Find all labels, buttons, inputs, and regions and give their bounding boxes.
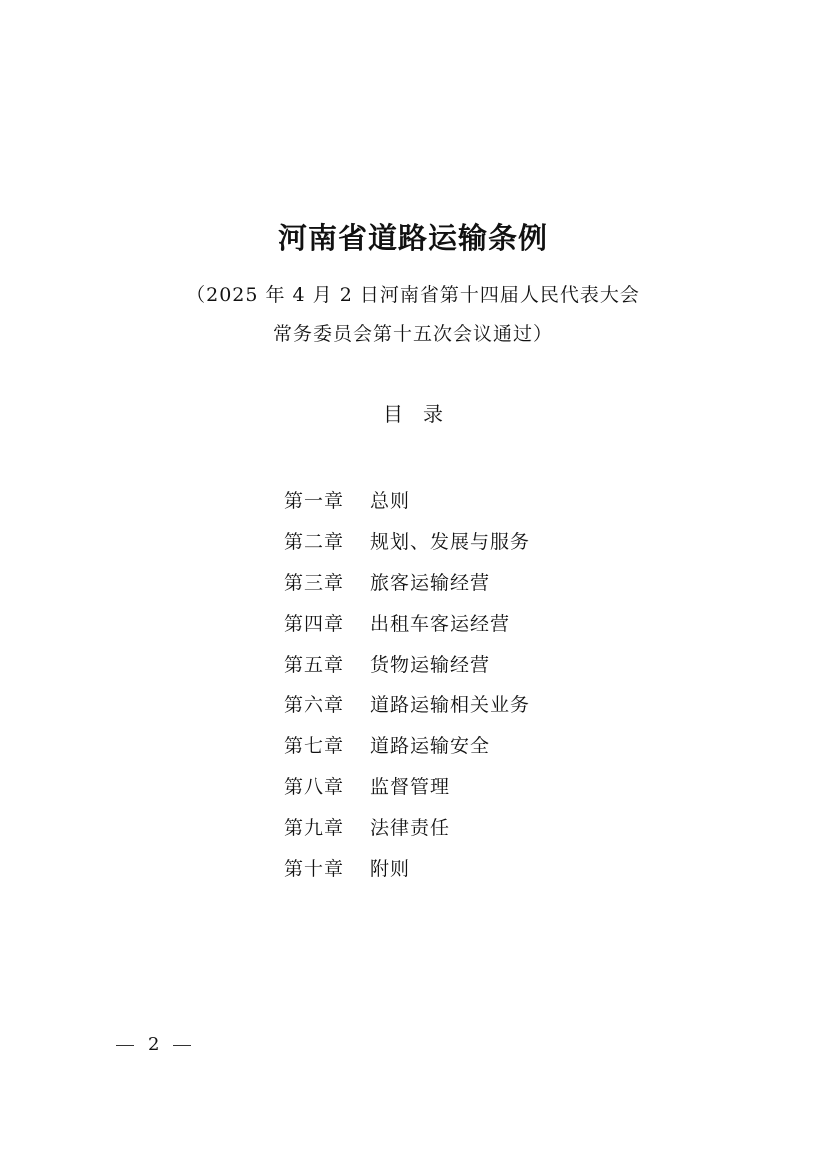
- toc-chapter-title: 旅客运输经营: [370, 571, 491, 594]
- toc-chapter-title: 总则: [370, 490, 411, 513]
- toc-item-4: [284, 603, 704, 644]
- toc-chapter-title: 道路运输安全: [370, 735, 491, 758]
- toc-chapter-title: 道路运输相关业务: [370, 694, 531, 717]
- document-title: 河南省道路运输条例: [277, 221, 548, 255]
- toc-item-7: [284, 726, 704, 767]
- toc-item-8: [284, 767, 704, 808]
- toc-chapter-number: 第七章: [284, 735, 345, 758]
- toc-chapter-title: 出租车客运经营: [370, 612, 511, 635]
- page-number-dash-right: [173, 1045, 191, 1046]
- toc-chapter-number: 第四章: [284, 612, 345, 635]
- toc-chapter-number: 第一章: [284, 490, 345, 513]
- toc-chapter-title: 监督管理: [370, 775, 451, 798]
- toc-chapter-number: 第十章: [284, 857, 345, 880]
- table-of-contents: [284, 481, 704, 889]
- toc-chapter-title: 附则: [370, 857, 411, 880]
- page-number-dash-left: [116, 1045, 134, 1046]
- toc-item-5: [284, 644, 704, 685]
- toc-item-3: [284, 563, 704, 604]
- toc-item-10: [284, 848, 704, 889]
- toc-chapter-number: 第六章: [284, 694, 345, 717]
- toc-chapter-title: 规划、发展与服务: [370, 531, 531, 554]
- toc-item-9: [284, 807, 704, 848]
- toc-chapter-number: 第八章: [284, 775, 345, 798]
- page-number-value: 2: [148, 1034, 160, 1055]
- adoption-note-line2: 常务委员会第十五次会议通过）: [272, 323, 553, 345]
- toc-chapter-number: 第九章: [284, 816, 345, 839]
- toc-item-2: [284, 522, 704, 563]
- toc-chapter-number: 第三章: [284, 571, 345, 594]
- toc-item-1: [284, 481, 704, 522]
- toc-item-6: [284, 685, 704, 726]
- toc-chapter-number: 第五章: [284, 653, 345, 676]
- toc-chapter-number: 第二章: [284, 531, 345, 554]
- toc-chapter-title: 法律责任: [370, 816, 451, 839]
- toc-chapter-title: 货物运输经营: [370, 653, 491, 676]
- adoption-note-line1: （2025 年 4 月 2 日河南省第十四届人民代表大会: [186, 284, 640, 306]
- toc-heading: 目录: [383, 402, 463, 426]
- page-number: [116, 1033, 191, 1057]
